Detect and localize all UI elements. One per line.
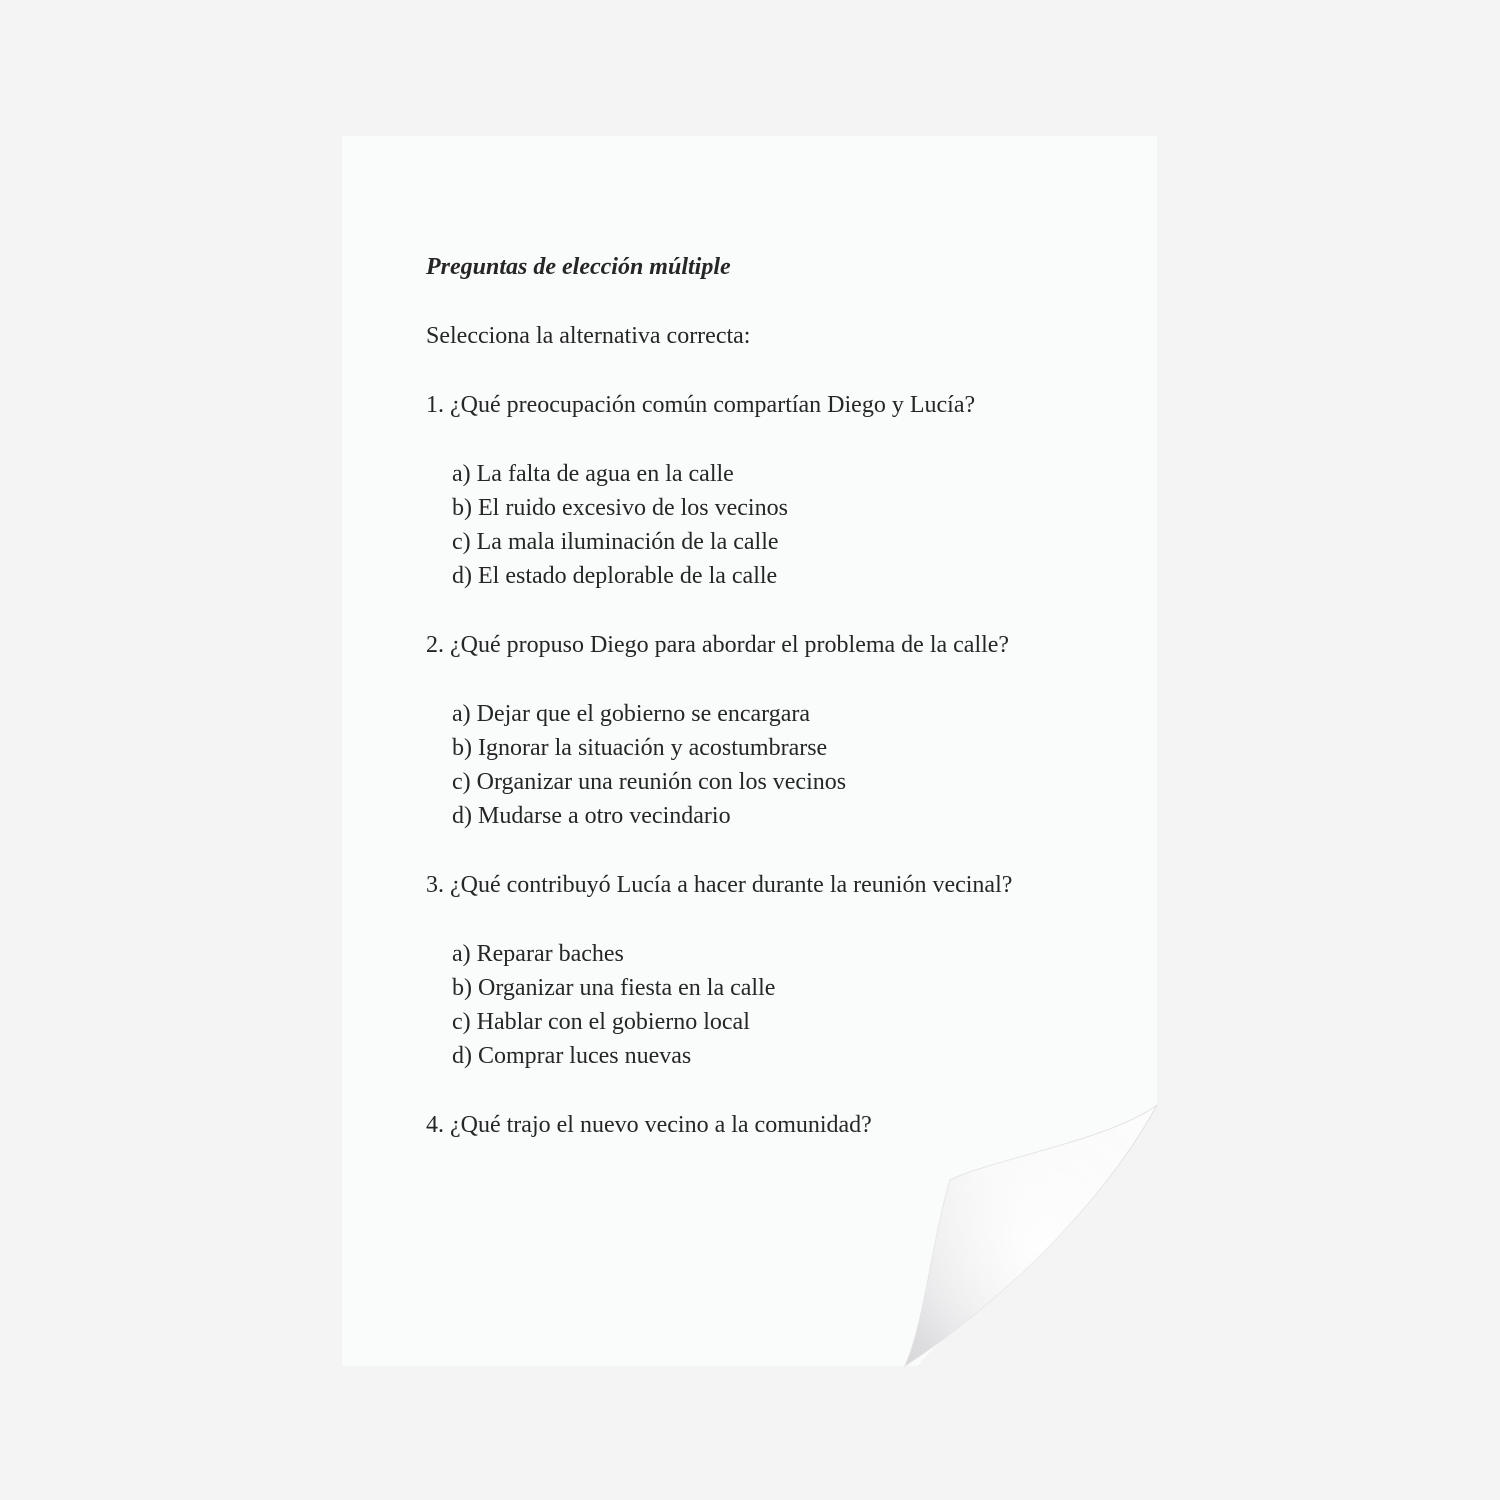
question-1-option-c: c) La mala iluminación de la calle: [452, 529, 779, 555]
document-heading: Preguntas de elección múltiple: [426, 254, 731, 280]
question-3: 3. ¿Qué contribuyó Lucía a hacer durante la reunión vecinal?: [426, 872, 1013, 898]
question-2: 2. ¿Qué propuso Diego para abordar el problema de la calle?: [426, 632, 1010, 658]
question-2-option-d: d) Mudarse a otro vecindario: [452, 803, 731, 829]
question-2-option-c: c) Organizar una reunión con los vecinos: [452, 769, 847, 795]
question-1-option-a: a) La falta de agua en la calle: [452, 461, 734, 487]
question-2-option-a: a) Dejar que el gobierno se encargara: [452, 701, 811, 727]
question-3-option-c: c) Hablar con el gobierno local: [452, 1009, 750, 1035]
question-4: 4. ¿Qué trajo el nuevo vecino a la comunidad?: [426, 1112, 872, 1138]
question-1-option-d: d) El estado deplorable de la calle: [452, 563, 778, 589]
question-3-option-b: b) Organizar una fiesta en la calle: [452, 975, 776, 1001]
question-3-option-a: a) Reparar baches: [452, 941, 624, 967]
question-3-option-d: d) Comprar luces nuevas: [452, 1043, 692, 1069]
question-1-option-b: b) El ruido excesivo de los vecinos: [452, 495, 788, 521]
question-1: 1. ¿Qué preocupación común compartían Diego y Lucía?: [426, 392, 976, 418]
instruction-text: Selecciona la alternativa correcta:: [426, 323, 751, 349]
question-2-option-b: b) Ignorar la situación y acostumbrarse: [452, 735, 828, 761]
